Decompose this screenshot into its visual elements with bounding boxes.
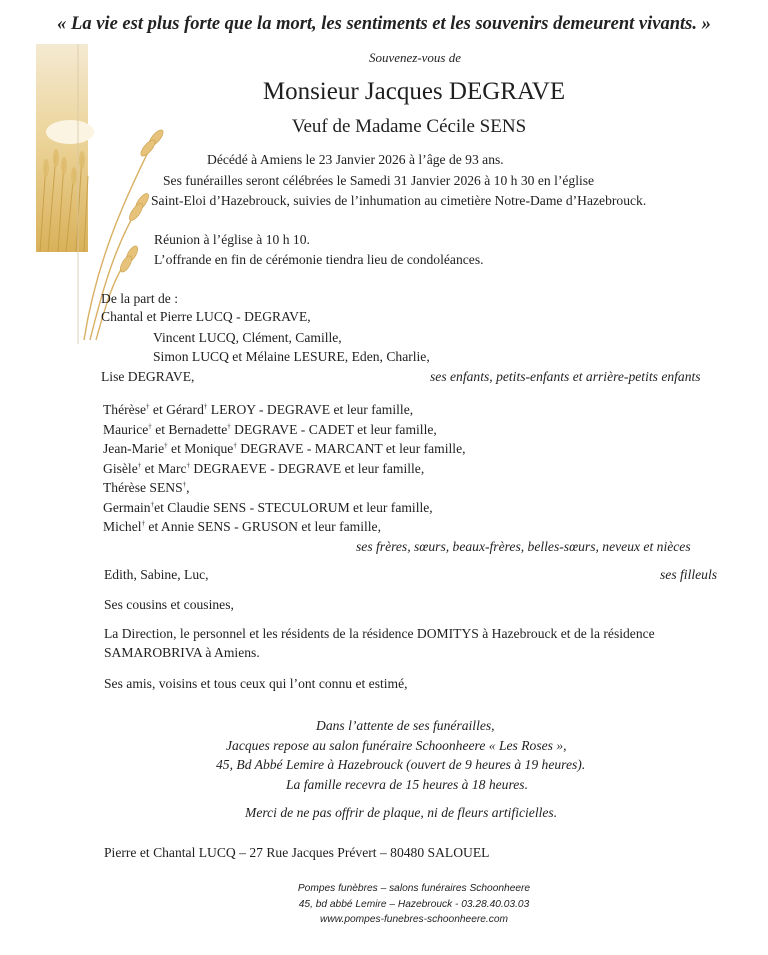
contact-address: Pierre et Chantal LUCQ – 27 Rue Jacques Prévert – 80480 SALOUEL xyxy=(104,845,490,860)
footer-website: www.pompes-funebres-schoonheere.com xyxy=(320,914,508,925)
sibling-line: Thérèse SENS†, xyxy=(103,480,190,495)
siblings-role: ses frères, sœurs, beaux-frères, belles-sœurs, neveux et nièces xyxy=(356,539,691,554)
children-role: ses enfants, petits-enfants et arrière-petits enfants xyxy=(430,369,701,384)
offering-line: L’offrande en fin de cérémonie tiendra lieu de condoléances. xyxy=(154,252,484,267)
flowers-note: Merci de ne pas offrir de plaque, ni de fleurs artificielles. xyxy=(245,805,558,820)
deceased-name: Monsieur Jacques DEGRAVE xyxy=(262,78,566,105)
funeral-home-line: 45, Bd Abbé Lemire à Hazebrouck (ouvert de 9 heures à 19 heures). xyxy=(216,757,586,772)
sibling-line: Maurice† et Bernadette† DEGRAVE - CADET et leur famille, xyxy=(103,422,437,437)
meeting-line: Réunion à l’église à 10 h 10. xyxy=(154,232,310,247)
sibling-line: Michel† et Annie SENS - GRUSON et leur famille, xyxy=(103,519,381,534)
epitaph-quote: « La vie est plus forte que la mort, les sentiments et les souvenirs demeurent vivants. » xyxy=(57,14,711,34)
funeral-home-line: La famille recevra de 15 heures à 18 heures. xyxy=(286,777,528,792)
sibling-line: Thérèse† et Gérard† LEROY - DEGRAVE et leur famille, xyxy=(103,402,414,417)
footer-line: 45, bd abbé Lemire – Hazebrouck - 03.28.40.03.03 xyxy=(298,899,530,910)
burial-line: Saint-Eloi d’Hazebrouck, suivies de l’inhumation au cimetière Notre-Dame d’Hazebrouck. xyxy=(151,193,647,208)
godchildren-line: Edith, Sabine, Luc, xyxy=(104,567,209,582)
funeral-home-line: Dans l’attente de ses funérailles, xyxy=(316,718,495,733)
death-line: Décédé à Amiens le 23 Janvier 2026 à l’âge de 93 ans. xyxy=(207,152,504,167)
godchildren-role: ses filleuls xyxy=(660,567,718,582)
widower-line: Veuf de Madame Cécile SENS xyxy=(291,116,527,137)
footer-line: Pompes funèbres – salons funéraires Schoonheere xyxy=(297,883,531,894)
funeral-line: Ses funérailles seront célébrées le Samedi 31 Janvier 2026 à 10 h 30 en l’église xyxy=(163,173,595,188)
family-intro: De la part de : xyxy=(101,291,178,306)
remember-line: Souvenez-vous de xyxy=(368,50,462,65)
direction-line: La Direction, le personnel et les résidents de la résidence DOMITYS à Hazebrouck et de la résidence xyxy=(104,626,655,641)
family-line: Simon LUCQ et Mélaine LESURE, Eden, Charlie, xyxy=(153,349,430,364)
cousins-line: Ses cousins et cousines, xyxy=(104,597,234,612)
friends-line: Ses amis, voisins et tous ceux qui l’ont connu et estimé, xyxy=(104,676,408,691)
family-line: Chantal et Pierre LUCQ - DEGRAVE, xyxy=(101,309,311,324)
sibling-line: Germain†et Claudie SENS - STECULORUM et leur famille, xyxy=(103,500,433,515)
sibling-line: Jean-Marie† et Monique† DEGRAVE - MARCANT et leur famille, xyxy=(103,441,466,456)
sibling-line: Gisèle† et Marc† DEGRAEVE - DEGRAVE et leur famille, xyxy=(103,461,425,476)
family-line: Lise DEGRAVE, xyxy=(101,369,195,384)
family-line: Vincent LUCQ, Clément, Camille, xyxy=(153,330,342,345)
direction-line: SAMAROBRIVA à Amiens. xyxy=(104,645,260,660)
funeral-home-line: Jacques repose au salon funéraire Schoonheere « Les Roses », xyxy=(226,738,567,753)
